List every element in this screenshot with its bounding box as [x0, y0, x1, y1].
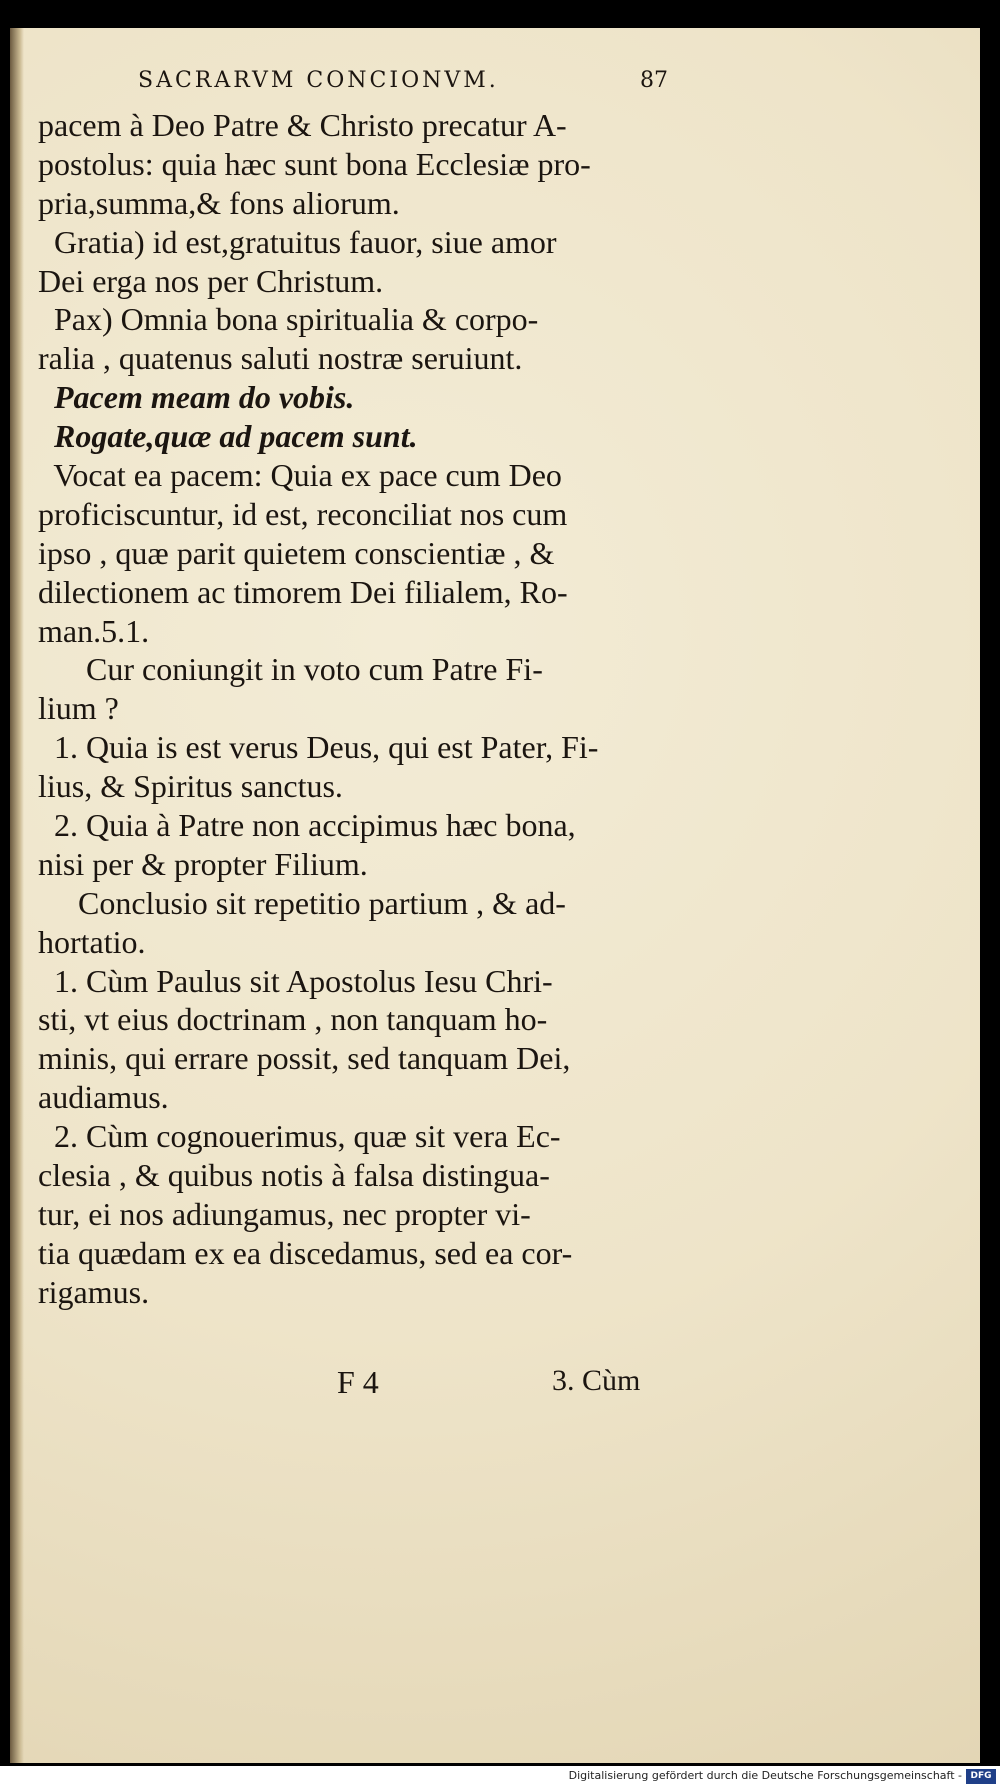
text-line: Conclusio sit repetitio partium , & ad-	[38, 884, 566, 921]
text-line: proficiscuntur, id est, reconciliat nos cum	[38, 495, 568, 532]
text-line: 2. Quia à Patre non accipimus hæc bona,	[38, 807, 576, 844]
text-line: dilectionem ac timorem Dei filialem, Ro-	[38, 573, 568, 610]
page-footer	[10, 1364, 980, 1414]
funding-credit: Digitalisierung gefördert durch die Deutsche Forschungsgemeinschaft -	[568, 1769, 962, 1782]
page-gutter	[10, 28, 24, 1763]
scripture-quote: Rogate,quæ ad pacem sunt.	[38, 418, 418, 455]
text-line: rigamus.	[38, 1273, 150, 1310]
text-line: pacem à Deo Patre & Christo precatur A-	[38, 107, 567, 143]
text-line: lium ?	[38, 690, 119, 727]
signature-mark: F 4	[337, 1364, 379, 1400]
text-line: Vocat ea pacem: Quia ex pace cum Deo	[38, 457, 562, 494]
running-title: SACRARVM CONCIONVM.	[138, 68, 499, 93]
text-line: lius, & Spiritus sanctus.	[38, 768, 343, 805]
text-line: Cur coniungit in voto cum Patre Fi-	[38, 651, 543, 688]
page-header	[10, 68, 980, 108]
text-line: Pax) Omnia bona spiritualia & corpo-	[38, 301, 539, 338]
text-line: Gratia) id est,gratuitus fauor, siue amor	[38, 223, 557, 260]
scripture-quote: Pacem meam do vobis.	[38, 379, 355, 416]
text-line: 1. Quia is est verus Deus, qui est Pater, Fi-	[38, 729, 599, 766]
text-line: 1. Cùm Paulus sit Apostolus Iesu Chri-	[38, 962, 553, 999]
text-line: ralia , quatenus saluti nostræ seruiunt.	[38, 340, 523, 377]
text-line: nisi per & propter Filium.	[38, 845, 368, 882]
text-line: ipso , quæ parit quietem conscientiæ , &	[38, 534, 555, 571]
page-number: 87	[640, 68, 668, 93]
text-line: sti, vt eius doctrinam , non tanquam ho-	[38, 1001, 548, 1038]
text-line: clesia , & quibus notis à falsa distingua-	[38, 1157, 550, 1194]
text-line: postolus: quia hæc sunt bona Ecclesiæ pro-	[38, 145, 591, 182]
credit-bar	[0, 1766, 1000, 1788]
text-line: pria,summa,& fons aliorum.	[38, 184, 400, 221]
text-line: audiamus.	[38, 1079, 169, 1116]
text-line: tur, ei nos adiungamus, nec propter vi-	[38, 1195, 531, 1232]
text-line: minis, qui errare possit, sed tanquam Dei,	[38, 1040, 571, 1077]
text-line: hortatio.	[38, 923, 146, 960]
dfg-logo-icon: DFG	[966, 1769, 996, 1784]
book-page	[10, 28, 980, 1763]
text-line: Dei erga nos per Christum.	[38, 262, 384, 299]
catchword: 3. Cùm	[552, 1364, 641, 1397]
text-line: 2. Cùm cognouerimus, quæ sit vera Ec-	[38, 1118, 561, 1155]
page-body	[38, 106, 688, 1312]
text-line: tia quædam ex ea discedamus, sed ea cor-	[38, 1234, 573, 1271]
text-line: man.5.1.	[38, 612, 150, 649]
